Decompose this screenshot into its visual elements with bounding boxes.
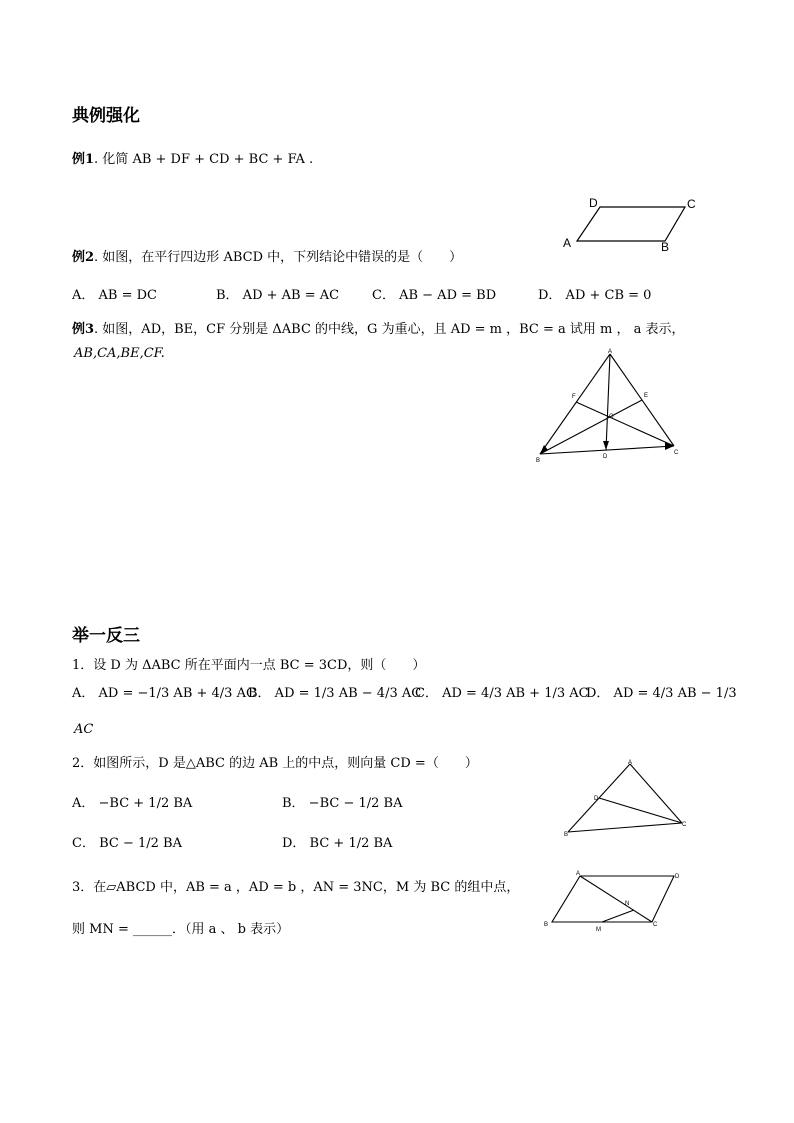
example-2-option-d: D． AD + CB = 0 (538, 288, 652, 303)
segment-cd (599, 798, 682, 823)
example-2 (72, 250, 462, 266)
figure-label-d: D (675, 874, 680, 880)
example-3 (72, 322, 685, 338)
triangle-side-ac (630, 764, 682, 823)
arrow-d-head (603, 441, 609, 450)
triangle-midpoint-figure (560, 758, 690, 838)
example-3-text-2: AB,CA,BE,CF. (74, 346, 165, 361)
question-2-option-d: D． BC + 1/2 BA (282, 836, 393, 851)
question-2: 2．如图所示，D 是△ABC 的边 AB 上的中点，则向量 CD =（ ） (72, 756, 478, 771)
question-2-option-c: C． BC − 1/2 BA (72, 836, 182, 851)
question-1-tail: AC (74, 722, 94, 737)
question-1-option-d: D． AD = 4/3 AB − 1/3 (586, 686, 737, 701)
figure-label-b: B (544, 922, 549, 928)
figure-label-d: D (594, 796, 599, 802)
example-2-option-a: A． AB = DC (72, 288, 157, 303)
figure-label-a: A (563, 236, 572, 250)
question-3-text-2: 则 MN = ______．（用 a 、 b 表示） (72, 922, 290, 937)
figure-label-d: D (589, 196, 598, 210)
arrow-b-head (540, 445, 548, 454)
triangle-centroid-figure (528, 344, 688, 464)
figure-label-c: C (682, 822, 687, 828)
figure-label-a: A (576, 871, 581, 877)
triangle-side-bc (568, 823, 682, 832)
figure-label-c: C (674, 450, 679, 456)
example-2-option-c: C． AB − AD = BD (372, 288, 497, 303)
example-2-text: . 如图，在平行四边形 ABCD 中，下列结论中错误的是（ ） (94, 250, 463, 265)
segment-mn (602, 910, 634, 922)
section-title-2: 举一反三 (72, 626, 140, 646)
question-2-option-b: B． −BC − 1/2 BA (282, 796, 403, 811)
figure-label-m: M (596, 927, 601, 933)
question-1: 1．设 D 为 ΔABC 所在平面内一点 BC = 3CD，则（ ） (72, 658, 426, 673)
question-1-option-c: C． AD = 4/3 AB + 1/3 AC (415, 686, 589, 701)
triangle-side-ab (540, 354, 610, 454)
figure-label-b: B (564, 832, 569, 838)
question-1-option-a: A． AD = −1/3 AB + 4/3 AC (72, 686, 256, 701)
figure-label-a: A (628, 760, 633, 766)
parallelogram-shape (577, 207, 685, 241)
question-1-option-b: B． AD = 1/3 AB − 4/3 AC (248, 686, 422, 701)
figure-label-b: B (536, 458, 541, 464)
figure-label-e: E (644, 393, 649, 399)
figure-label-f: F (572, 394, 576, 400)
example-1 (72, 152, 313, 168)
section-title-1: 典例强化 (72, 106, 140, 126)
triangle-side-bc (540, 446, 674, 454)
median-ad (606, 354, 610, 450)
diagonal-ac (580, 876, 652, 922)
figure-label-a: A (608, 349, 613, 355)
figure-label-g: G (609, 414, 614, 420)
example-1-label: 例1 (72, 152, 95, 167)
figure-label-n: N (625, 901, 630, 907)
question-2-option-a: A． −BC + 1/2 BA (72, 796, 193, 811)
example-3-label: 例3 (72, 322, 95, 337)
example-1-text: . 化简 AB + DF + CD + BC + FA . (94, 152, 314, 167)
question-3: 3．在▱ABCD 中，AB = a ，AD = b ，AN = 3NC，M 为 BC 的组中点， (72, 880, 520, 895)
example-2-label: 例2 (72, 250, 95, 265)
parallelogram-figure (555, 195, 705, 255)
median-be (540, 400, 642, 454)
figure-label-b: B (661, 240, 670, 254)
figure-label-d: D (603, 454, 608, 460)
example-3-text: . 如图，AD，BE，CF 分别是 ΔABC 的中线，G 为重心，且 AD = m ，BC = a 试用 m ， a 表示， (94, 322, 685, 337)
parallelogram-mn-figure (540, 868, 690, 938)
figure-label-c: C (687, 197, 696, 211)
figure-label-c: C (653, 922, 658, 928)
parallelogram-abcd (552, 876, 674, 922)
example-2-option-b: B． AD + AB = AC (216, 288, 340, 303)
